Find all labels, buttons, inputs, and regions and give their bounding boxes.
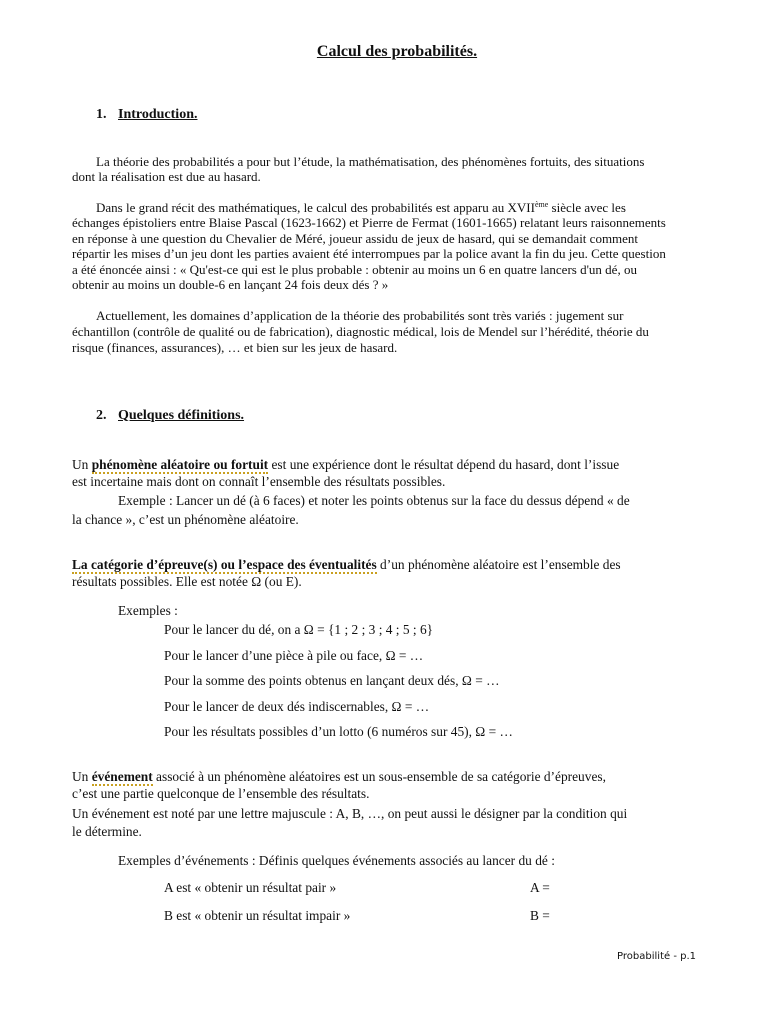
example-line-2: la chance », c’est un phénomène aléatoire.: [72, 512, 299, 527]
intro-paragraph-2-line-1: [96, 200, 626, 215]
event-description: B est « obtenir un résultat impair »: [164, 908, 351, 923]
example-item: Pour les résultats possibles d’un lotto (6 numéros sur 45), Ω = …: [164, 724, 513, 739]
text-span: associé à un phénomène aléatoires est un sous-ensemble de sa catégorie d’épreuves,: [152, 769, 606, 784]
example-line-1: Exemple : Lancer un dé (à 6 faces) et noter les points obtenus sur la face du dessus dépend « de: [118, 493, 630, 508]
text-span: Un: [72, 457, 92, 472]
example-item: Pour le lancer d’une pièce à pile ou face, Ω = …: [164, 648, 424, 663]
intro-paragraph-1-line-2: dont la réalisation est due au hasard.: [72, 169, 261, 184]
intro-paragraph-3-line-1: Actuellement, les domaines d’application de la théorie des probabilités sont très variés : jugement sur: [96, 308, 624, 323]
events-intro: Exemples d’événements : Définis quelques événements associés au lancer du dé :: [118, 853, 555, 868]
section-number: 1.: [96, 107, 107, 122]
event-equation: A =: [530, 880, 550, 895]
text-span: Un: [72, 769, 92, 784]
definition-sample-space-line-2: résultats possibles. Elle est notée Ω (ou E).: [72, 574, 302, 589]
page-title: Calcul des probabilités.: [316, 43, 478, 60]
intro-paragraph-2-line-4: répartir les mises d’un jeu dont les parties avaient été interrompues par la police avant la fin du jeu. Cette question: [72, 246, 666, 261]
intro-paragraph-2-line-2: échanges épistoliers entre Blaise Pascal (1623-1662) et Pierre de Fermat (1601-1665) relatant leurs raisonnements: [72, 215, 666, 230]
page-footer: Probabilité - p.1: [617, 951, 696, 962]
term-phenomene-aleatoire: phénomène aléatoire ou fortuit: [91, 457, 269, 472]
event-description: A est « obtenir un résultat pair »: [164, 880, 337, 895]
intro-paragraph-2-line-5: a été énoncée ainsi : « Qu'est-ce qui est le plus probable : obtenir au moins un 6 en quatre lancers d'un dé, ou: [72, 262, 637, 277]
section-heading-definitions: [96, 408, 244, 424]
section-title: Introduction.: [118, 107, 198, 122]
intro-paragraph-1-line-1: La théorie des probabilités a pour but l’étude, la mathématisation, des phénomènes fortuits, des situations: [96, 154, 645, 169]
term-evenement: événement: [91, 769, 153, 784]
intro-paragraph-2-line-6: obtenir au moins un double-6 en lançant 24 fois deux dés ? »: [72, 277, 389, 292]
definition-random-phenomenon-line-2: est incertaine mais dont on connaît l’ensemble des résultats possibles.: [72, 474, 446, 489]
definition-event-line-3: Un événement est noté par une lettre majuscule : A, B, …, on peut aussi le désigner par la condition qui: [72, 806, 628, 821]
intro-paragraph-3-line-3: risque (finances, assurances), … et bien sur les jeux de hasard.: [72, 340, 398, 355]
section-heading-introduction: [96, 107, 197, 123]
term-categorie-epreuves: La catégorie d’épreuve(s) ou l’espace des éventualités: [72, 557, 377, 572]
definition-random-phenomenon-line-1: [72, 456, 619, 473]
example-item: Pour le lancer du dé, on a Ω = {1 ; 2 ; 3 ; 4 ; 5 ; 6}: [164, 622, 434, 637]
example-item: Pour le lancer de deux dés indiscernables, Ω = …: [164, 699, 430, 714]
examples-label: Exemples :: [118, 603, 178, 618]
section-title: Quelques définitions.: [118, 408, 245, 423]
text-span: est une expérience dont le résultat dépend du hasard, dont l’issue: [268, 457, 620, 472]
text-span: d’un phénomène aléatoire est l’ensemble des: [376, 557, 621, 572]
intro-paragraph-2-line-3: en réponse à une question du Chevalier de Méré, joueur assidu de jeux de hasard, qui se demandait comment: [72, 231, 639, 246]
text-span: siècle avec les: [548, 200, 626, 215]
intro-paragraph-3-line-2: échantillon (contrôle de qualité ou de fabrication), diagnostic médical, lois de Mendel sur l’hérédité, théorie du: [72, 324, 649, 339]
definition-sample-space-line-1: [72, 556, 621, 573]
event-equation: B =: [530, 908, 550, 923]
superscript: ème: [534, 200, 549, 209]
definition-event-line-4: le détermine.: [72, 824, 142, 839]
section-number: 2.: [96, 408, 107, 423]
text-span: Dans le grand récit des mathématiques, le calcul des probabilités est apparu au XVII: [96, 200, 535, 215]
definition-event-line-1: [72, 768, 606, 785]
definition-event-line-2: c’est une partie quelconque de l’ensemble des résultats.: [72, 786, 370, 801]
example-item: Pour la somme des points obtenus en lançant deux dés, Ω = …: [164, 673, 500, 688]
